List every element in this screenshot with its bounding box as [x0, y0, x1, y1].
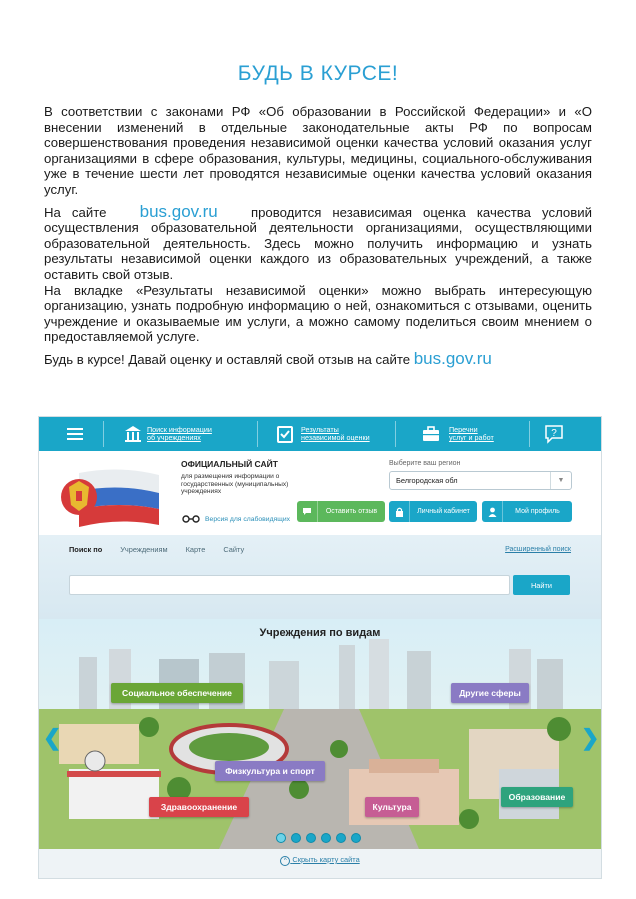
- site-title: ОФИЦИАЛЬНЫЙ САЙТ: [181, 459, 278, 469]
- hide-sitemap-label: Скрыть карту сайта: [292, 855, 360, 864]
- tab-site[interactable]: Сайту: [223, 545, 245, 554]
- my-profile-label: Мой профиль: [515, 508, 560, 515]
- top-navigation: [39, 417, 601, 451]
- slider-dot[interactable]: [306, 833, 316, 843]
- personal-cabinet-button[interactable]: [389, 501, 477, 522]
- slider-dot[interactable]: [336, 833, 346, 843]
- lock-icon: [389, 501, 410, 522]
- site-header: [39, 451, 601, 535]
- region-select[interactable]: [389, 471, 572, 490]
- hide-sitemap-link[interactable]: [39, 855, 601, 866]
- visually-impaired-label: Версия для слабовидящих: [205, 515, 291, 523]
- paragraph-2: [44, 201, 592, 283]
- paragraph-3: На вкладке «Результаты независимой оценки» можно выбрать интересующую организацию, узнать подробную информацию о ней, ознакомиться с отзывами, оценить учреждение и оказываемые им услуги, а можно самому поделиться своим мнением о предоставляемой услуге.: [44, 282, 592, 345]
- category-education[interactable]: Образование: [501, 787, 573, 807]
- site-link[interactable]: bus.gov.ru: [139, 201, 218, 221]
- nav-services-line2: услуг и работ: [449, 433, 494, 442]
- visually-impaired-link[interactable]: [181, 515, 290, 523]
- headline: БУДЬ В КУРСЕ!: [237, 62, 399, 85]
- search-tabs: [69, 545, 244, 554]
- article-body: [44, 104, 592, 374]
- category-health[interactable]: Здравоохранение: [149, 797, 249, 817]
- building-icon: [123, 424, 143, 444]
- chevron-down-icon: ▼: [550, 472, 571, 489]
- glasses-icon: [181, 515, 201, 523]
- search-button[interactable]: Найти: [513, 575, 570, 595]
- leave-review-label: Оставить отзыв: [325, 508, 378, 515]
- tab-institutions[interactable]: Учреждениям: [120, 545, 168, 554]
- paragraph-2-start: На сайте: [44, 204, 107, 220]
- website-screenshot: [38, 416, 602, 879]
- nav-results-line1: Результаты: [301, 425, 339, 434]
- slider-pagination: [276, 833, 361, 843]
- search-panel: [39, 535, 601, 619]
- chevron-left-icon[interactable]: ❮: [43, 725, 62, 750]
- collapse-icon: ^: [280, 856, 290, 866]
- nav-services-line1: Перечни: [449, 425, 478, 434]
- category-social[interactable]: Социальное обеспечение: [111, 683, 243, 703]
- slider-dot[interactable]: [351, 833, 361, 843]
- svg-text:?: ?: [551, 428, 557, 439]
- advanced-search-link[interactable]: Расширенный поиск: [505, 546, 571, 553]
- nav-search-line2: об учреждениях: [147, 433, 201, 442]
- paragraph-4: [44, 348, 592, 368]
- paragraph-2-end: проводится независимая оценка качества условий осуществления образовательной деятельности организациями, осуществляющими образовательной деятельность. Здесь можно получить информацию и узнать результаты независимой оценки каждого из образовательных учреждений, а также оставить свой отзыв.: [44, 204, 592, 282]
- tab-map[interactable]: Карте: [185, 545, 206, 554]
- my-profile-button[interactable]: [482, 501, 572, 522]
- region-label: Выберите ваш регион: [389, 460, 461, 467]
- category-culture[interactable]: Культура: [365, 797, 419, 817]
- category-other[interactable]: Другие сферы: [451, 683, 529, 703]
- nav-search-info[interactable]: [147, 417, 212, 451]
- emblem-flag-icon: [59, 465, 163, 529]
- slider-dot[interactable]: [276, 833, 286, 843]
- search-by-label: Поиск по: [69, 545, 103, 554]
- site-link-footer[interactable]: bus.gov.ru: [413, 348, 492, 368]
- institutions-banner: [39, 619, 601, 849]
- paragraph-1: В соответствии с законами РФ «Об образовании в Российской Федерации» и «О внесении изменений в отдельные законодательные акты РФ по вопросам совершенствования проведения независимой оценки качества условий оказания услуг организациями в сфере образования, культуры, медицины, социального-обслуживания уже в течение шести лет проводятся независимые оценки качества условий оказания услуг.: [44, 104, 592, 197]
- hamburger-icon: [67, 428, 83, 440]
- question-icon: [544, 424, 564, 444]
- personal-cabinet-label: Личный кабинет: [417, 508, 470, 515]
- category-sport[interactable]: Физкультура и спорт: [215, 761, 325, 781]
- chat-icon: [297, 501, 318, 522]
- nav-results-line2: независимой оценки: [301, 433, 370, 442]
- banner-title: Учреждения по видам: [259, 627, 381, 639]
- checklist-icon: [275, 424, 295, 444]
- region-value: Белгородская обл: [396, 476, 458, 485]
- slider-dot[interactable]: [291, 833, 301, 843]
- nav-search-line1: Поиск информации: [147, 425, 212, 434]
- site-subtitle: для размещения информации о государственных (муниципальных) учреждениях: [181, 473, 289, 496]
- leave-review-button[interactable]: [297, 501, 385, 522]
- slider-dot[interactable]: [321, 833, 331, 843]
- nav-services[interactable]: [449, 417, 494, 451]
- paragraph-4-text: Будь в курсе! Давай оценку и оставляй свой отзыв на сайте: [44, 351, 411, 367]
- help-button[interactable]: [544, 417, 564, 451]
- menu-button[interactable]: [67, 417, 83, 451]
- briefcase-icon: [421, 424, 441, 444]
- city-illustration: [39, 619, 601, 849]
- search-input[interactable]: [69, 575, 510, 595]
- user-icon: [482, 501, 503, 522]
- nav-results[interactable]: [301, 417, 370, 451]
- chevron-right-icon[interactable]: ❯: [581, 725, 600, 750]
